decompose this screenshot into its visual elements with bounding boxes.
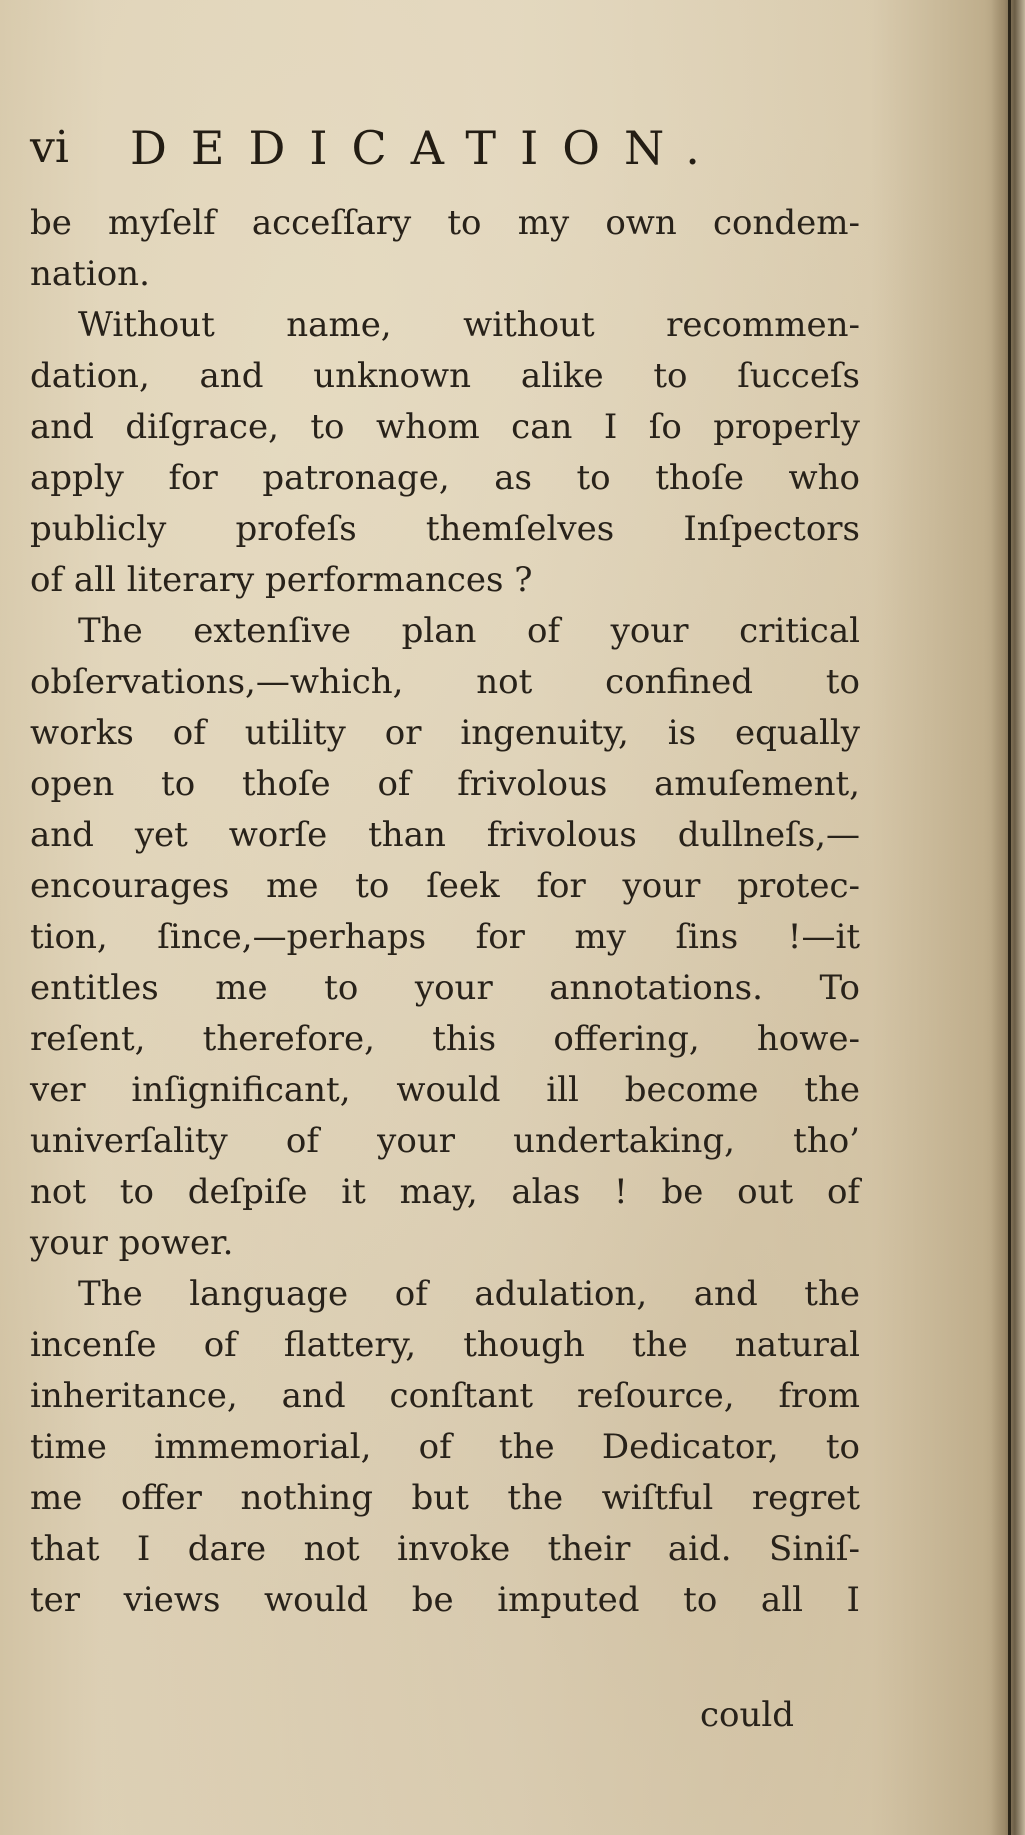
text-line: works of utility or ingenuity, is equally — [30, 713, 860, 753]
text-line: time immemorial, of the Dedicator, to — [30, 1427, 860, 1467]
text-line: and diſgrace, to whom can I ſo properly — [30, 407, 860, 447]
text-line: incenſe of flattery, though the natural — [30, 1325, 860, 1365]
text-line: open to thoſe of frivolous amuſement, — [30, 764, 860, 804]
text-line: me offer nothing but the wiſtful regret — [30, 1478, 860, 1518]
page-number: vi — [30, 122, 69, 173]
text-line: your power. — [30, 1223, 234, 1263]
body-text — [30, 198, 860, 1626]
text-line: dation, and unknown alike to ſucceſs — [30, 356, 860, 396]
text-line: univerſality of your undertaking, tho’ — [30, 1121, 860, 1161]
running-head: DEDICATION. — [130, 121, 724, 175]
text-line: entitles me to your annotations. To — [30, 968, 860, 1008]
text-line: ter views would be imputed to all I — [30, 1580, 860, 1620]
text-line: The extenſive plan of your critical — [78, 611, 860, 651]
page-header — [30, 118, 960, 178]
text-line: not to deſpiſe it may, alas ! be out of — [30, 1172, 860, 1212]
text-line: tion, ſince,—perhaps for my ſins !—it — [30, 917, 860, 957]
text-line: and yet worſe than frivolous dullneſs,— — [30, 815, 860, 855]
page-edge-line — [1008, 0, 1011, 1835]
catchword: could — [700, 1695, 795, 1735]
text-line: publicly profeſs themſelves Inſpectors — [30, 509, 860, 549]
text-line: obſervations,—which, not confined to — [30, 662, 860, 702]
text-line: ver inſignificant, would ill become the — [30, 1070, 860, 1110]
text-line: nation. — [30, 254, 150, 294]
text-line: The language of adulation, and the — [78, 1274, 860, 1314]
text-line: Without name, without recommen- — [78, 305, 860, 345]
text-line: apply for patronage, as to thoſe who — [30, 458, 860, 498]
text-line: be myſelf acceſſary to my own condem- — [30, 203, 860, 243]
text-line: that I dare not invoke their aid. Siniſ- — [30, 1529, 860, 1569]
text-line: inheritance, and conſtant reſource, from — [30, 1376, 860, 1416]
text-line: of all literary performances ? — [30, 560, 533, 600]
text-line: reſent, therefore, this offering, howe- — [30, 1019, 860, 1059]
text-line: encourages me to ſeek for your protec- — [30, 866, 860, 906]
